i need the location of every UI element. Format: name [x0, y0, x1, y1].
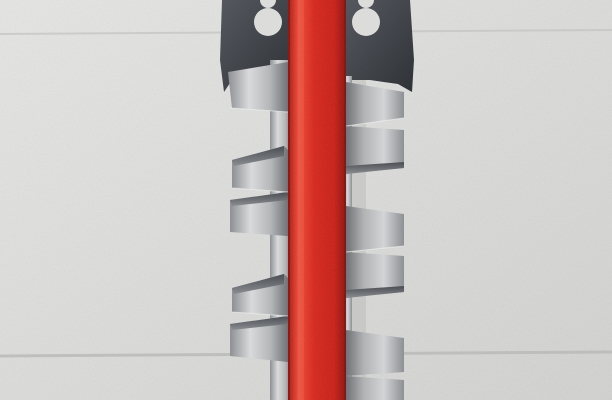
- red-bar-texture: [288, 0, 346, 400]
- right-tooth: [346, 206, 404, 252]
- right-teeth: [346, 82, 404, 400]
- left-mount-hole: [254, 8, 282, 36]
- right-tooth: [346, 330, 404, 376]
- right-tooth: [346, 376, 404, 400]
- right-mount-hole: [352, 8, 380, 36]
